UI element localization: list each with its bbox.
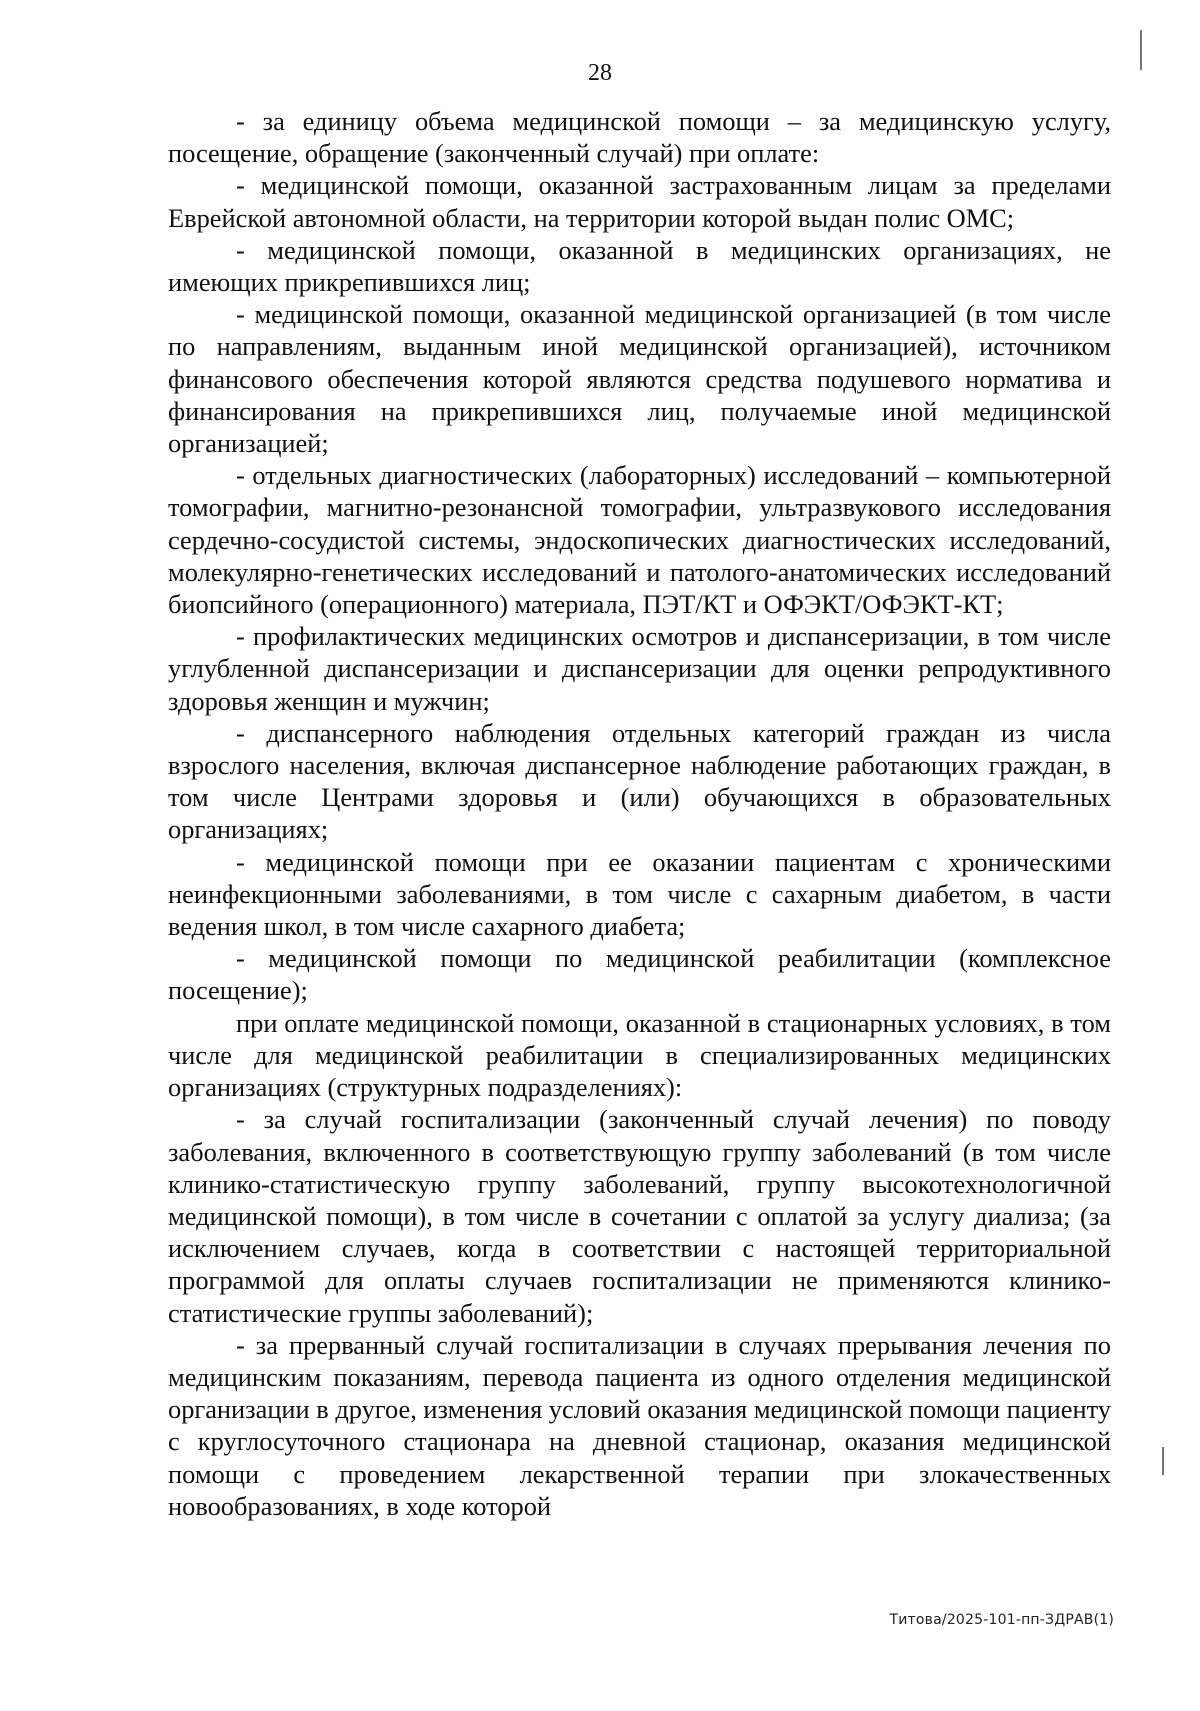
paragraph: - отдельных диагностических (лабораторных) исследований – компьютерной томографии, магнитно-резонансной томографии, ультразвукового исследования сердечно-сосудистой системы, эндоскопических диагностических исследований, молекулярно-генетических исследований и патолого-анатомических исследований биопсийного (операционного) материала, ПЭТ/КТ и ОФЭКТ/ОФЭКТ-КТ; — [168, 460, 1111, 620]
document-body — [168, 105, 1111, 1522]
paragraph: при оплате медицинской помощи, оказанной в стационарных условиях, в том числе для медицинской реабилитации в специализированных медицинских организациях (структурных подразделениях): — [168, 1007, 1111, 1103]
paragraph: - диспансерного наблюдения отдельных категорий граждан из числа взрослого населения, включая диспансерное наблюдение работающих граждан, в том числе Центрами здоровья и (или) обучающихся в образовательных организациях; — [168, 717, 1111, 845]
paragraph: - за прерванный случай госпитализации в случаях прерывания лечения по медицинским показаниям, перевода пациента из одного отделения медицинской организации в другое, изменения условий оказания медицинской помощи пациенту с круглосуточного стационара на дневной стационар, оказания медицинской помощи с проведением лекарственной терапии при злокачественных новообразованиях, в ходе которой — [168, 1329, 1111, 1521]
page-number: 28 — [588, 60, 612, 86]
paragraph: - профилактических медицинских осмотров и диспансеризации, в том числе углубленной диспансеризации и диспансеризации для оценки репродуктивного здоровья женщин и мужчин; — [168, 621, 1111, 716]
paragraph: - медицинской помощи по медицинской реабилитации (комплексное посещение); — [168, 943, 1111, 1006]
paragraph: - медицинской помощи, оказанной медицинской организацией (в том числе по направлениям, выданным иной медицинской организацией), источником финансового обеспечения которой являются средства подушевого норматива и финансирования на прикрепившихся лиц, получаемые иной медицинской организацией; — [168, 299, 1111, 459]
paragraph: - медицинской помощи, оказанной в медицинских организациях, не имеющих прикрепившихся лиц; — [168, 234, 1111, 298]
paragraph: - за случай госпитализации (законченный случай лечения) по поводу заболевания, включенного в соответствующую группу заболеваний (в том числе клинико-статистическую группу заболеваний, группу высокотехнологичной медицинской помощи), в том числе в сочетании с оплатой за услугу диализа; (за исключением случаев, когда в соответствии с настоящей территориальной программой для оплаты случаев госпитализации не применяются клинико-статистические группы заболеваний); — [168, 1104, 1111, 1328]
paragraph: - медицинской помощи при ее оказании пациентам с хроническими неинфекционными заболеваниями, в том числе с сахарным диабетом, в части ведения школ, в том числе сахарного диабета; — [168, 846, 1111, 942]
paragraph: - медицинской помощи, оказанной застрахованным лицам за пределами Еврейской автономной области, на территории которой выдан полис ОМС; — [168, 170, 1111, 233]
document-footer-code: Титова/2025-101-пп-ЗДРАВ(1) — [889, 1612, 1114, 1628]
scan-margin-mark — [1162, 1447, 1164, 1475]
paragraph: - за единицу объема медицинской помощи – за медицинскую услугу, посещение, обращение (законченный случай) при оплате: — [168, 106, 1111, 169]
